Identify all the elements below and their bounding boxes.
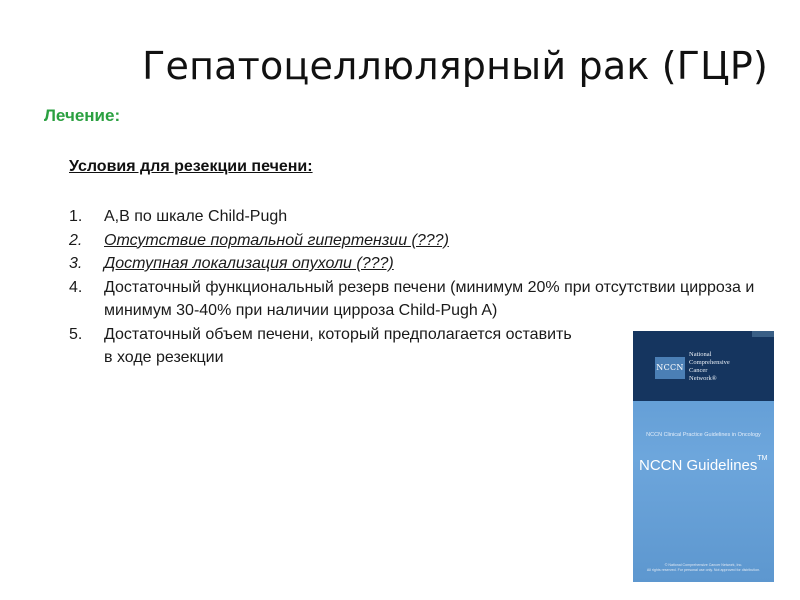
section-label: Лечение:	[44, 106, 121, 125]
nccn-logo: NCCN	[655, 357, 685, 379]
nccn-guidelines-cover-image	[633, 331, 774, 582]
condition-text: A,B по шкале Child-Pugh	[104, 208, 288, 225]
condition-item	[69, 229, 779, 253]
cover-footer	[633, 563, 774, 573]
condition-item	[69, 276, 779, 323]
condition-text: Отсутствие портальной гипертензии (???)	[104, 231, 449, 249]
condition-item	[69, 252, 779, 276]
organization-name-line: Network®	[689, 375, 717, 382]
condition-text: Достаточный функциональный резерв печени (минимум 20% при отсутствии цирроза и минимум 30-40% при наличии цирроза Child-Pugh A)	[104, 278, 755, 319]
organization-name	[689, 351, 769, 383]
cover-title	[639, 457, 774, 474]
cover-series-line: NCCN Clinical Practice Guidelines in Oncology	[646, 432, 761, 438]
cover-title-text: NCCN Guidelines	[639, 457, 758, 474]
condition-number: 2.	[69, 231, 83, 249]
condition-number: 5.	[69, 325, 83, 343]
condition-number: 3.	[69, 255, 83, 272]
condition-item	[69, 205, 779, 229]
slide-title: Гепатоцеллюлярный рак (ГЦР)	[142, 44, 768, 88]
condition-text: Доступная локализация опухоли (???)	[104, 255, 394, 272]
organization-name-line: National	[689, 351, 712, 358]
condition-number: 1.	[69, 208, 83, 225]
cover-corner-strip	[752, 331, 774, 337]
trademark-mark: TM	[757, 455, 768, 462]
conditions-heading: Условия для резекции печени:	[69, 158, 313, 175]
organization-name-line: Comprehensive	[689, 359, 730, 366]
condition-number: 4.	[69, 278, 83, 296]
condition-text: Достаточный объем печени, который предполагается оставить в ходе резекции	[104, 325, 572, 366]
cover-footer-line: All rights reserved. For personal use only. Not approved for distribution.	[646, 568, 761, 572]
organization-name-line: Cancer	[689, 367, 708, 374]
cover-footer-line: © National Comprehensive Cancer Network, Inc.	[664, 563, 743, 567]
